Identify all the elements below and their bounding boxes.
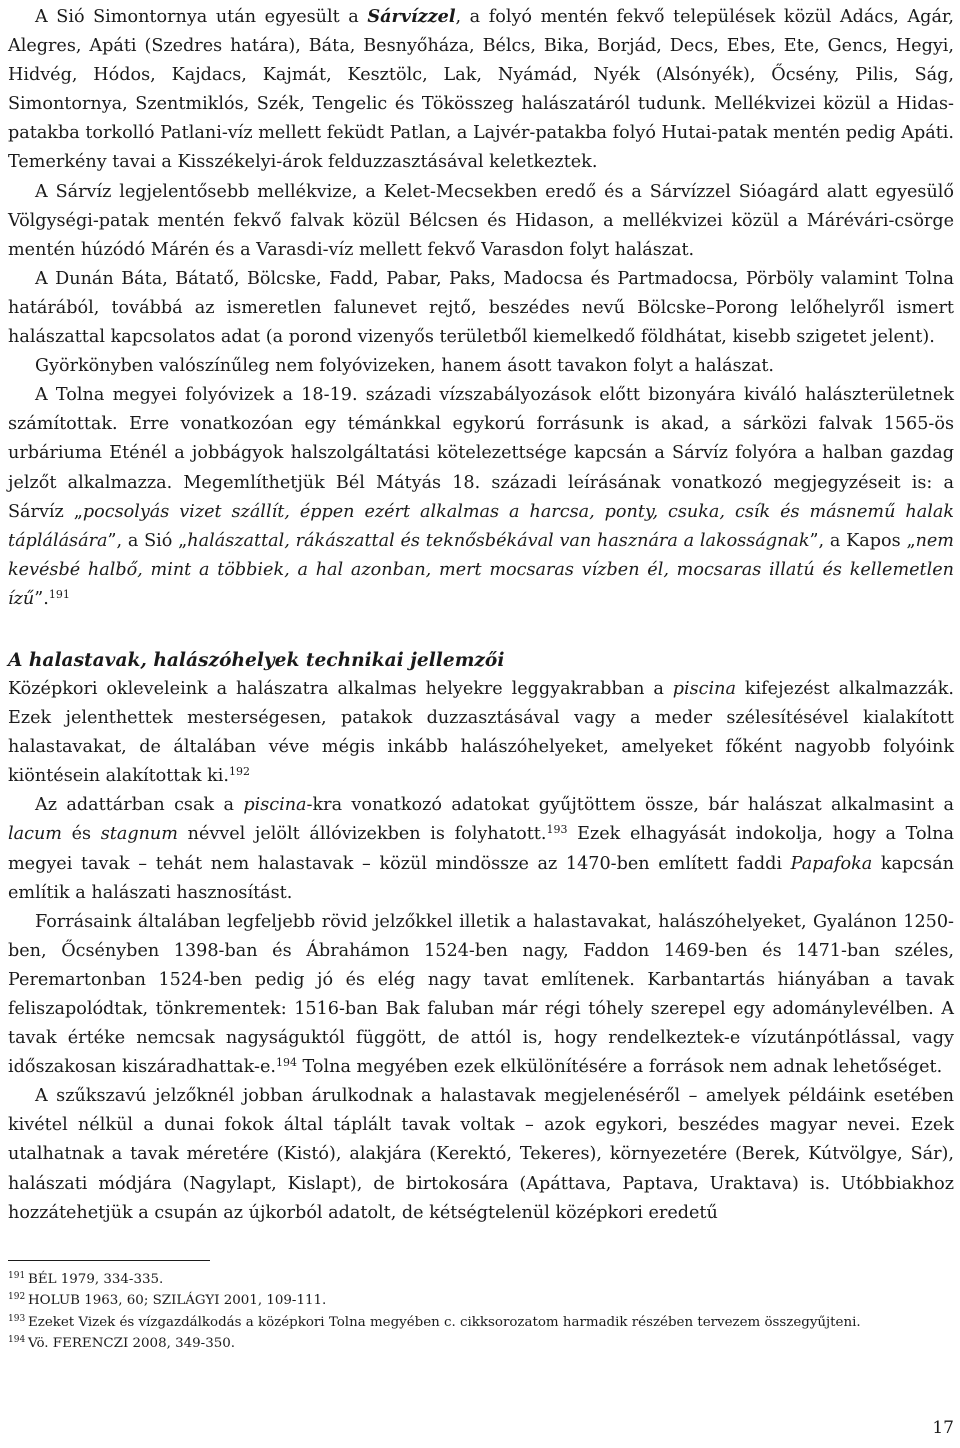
main-text-block-2 (8, 675, 954, 1228)
footnote-list (8, 1269, 954, 1354)
text-run: Középkori okleveleink a halászatra alkalmas helyekre leggyakrabban a (8, 678, 673, 699)
text-run: halászattal, rákászattal és teknősbékával van hasznára a lakosságnak (187, 530, 810, 551)
footnote-number: 191 (8, 1271, 26, 1281)
paragraph (8, 1082, 954, 1227)
text-run: Ezek elhagyását indokolja, hogy a Tolna megyei tavak – tehát nem halastavak – közül mindössze az 1470-ben említett faddi (8, 824, 954, 874)
footnote-ref: 193 (546, 823, 568, 837)
page-body (8, 2, 954, 1228)
footnote-divider (8, 1260, 210, 1261)
text-run: A Tolna megyei folyóvizek a 18-19. századi vízszabályozások előtt bizonyára kiváló halászterületnek számítottak. Erre vonatkozóan egy témánkkal egykorú forrásunk is akad, a sárközi falvak 1565-ös urbáriuma Eténél a jobbágyok halszolgáltatási kötelezettsége kapcsán a Sárvíz folyóra a halban gazdag jelzőt alkalmazza. Megemlíthetjük Bél Mátyás 18. századi leírásának vonatkozó megjegyzéseit is: a Sárvíz „ (8, 385, 954, 522)
footnote-text: HOLUB 1963, 60; SZILÁGYI 2001, 109-111. (28, 1293, 327, 1309)
text-run: Az adattárban csak a (35, 795, 244, 816)
text-run: és (61, 824, 101, 845)
footnote-ref: 194 (275, 1056, 297, 1070)
main-text-block-1 (8, 2, 954, 614)
page-number: 17 (932, 1418, 954, 1438)
text-run: A Sió Simontornya után egyesült a (35, 7, 368, 27)
footnote-ref: 192 (229, 765, 251, 779)
paragraph (8, 352, 954, 381)
footnote (8, 1269, 954, 1290)
text-run: Tolna megyében ezek elkülönítésére a források nem adnak lehetőséget. (296, 1057, 943, 1078)
text-run: -kra vonatkozó adatokat gyűjtöttem össze, bár halászat alkalmasint a (306, 795, 954, 816)
text-run: kapcsán említik a halászati hasznosítást. (8, 853, 954, 903)
text-run: Papafoka (790, 853, 873, 874)
text-run: piscina (243, 795, 307, 816)
text-run: névvel jelölt állóvizekben is folyhatott. (177, 824, 547, 845)
section-heading: A halastavak, halászóhelyek technikai jellemzői (8, 649, 505, 671)
paragraph (8, 381, 954, 614)
text-run: lacum (8, 824, 62, 845)
text-run: pocsolyás vizet szállít, éppen ezért alkalmas a harcsa, ponty, csuka, csík és másnemű halak táplálására (8, 501, 955, 551)
footnote-ref: 191 (48, 587, 70, 601)
text-run: stagnum (100, 824, 178, 845)
text-run: Györkönyben valószínűleg nem folyóvizeken, hanem ásott tavakon folyt a halászat. (35, 356, 775, 377)
footnote-text: Ezeket Vizek és vízgazdálkodás a középkori Tolna megyében c. cikksorozatom harmadik részében tervezem összegyűjteni. (28, 1314, 861, 1330)
text-run: piscina (672, 678, 736, 699)
text-run: Forrásaink általában legfeljebb rövid jelzőkkel illetik a halastavakat, halászóhelyeket, Gyalánon 1250-ben, Őcsényben 1398-ban és Ábrahámon 1524-ben nagy, Faddon 1469-ben és 1471-ban széles, Peremartonban 1524-ben pedig jó és elég nagy tavat említenek. Karbantartás hiányában a tavak feliszapolódtak, tönkrementek: 1516-ban Bak faluban már régi tóhely szerepel egy adománylevélben. A tavak értéke nemcsak nagyságuktól függött, de attól is, hogy rendelkeztek-e vízutánpótlással, vagy időszakosan kiszáradhattak-e. (8, 911, 954, 1078)
footnotes (8, 1260, 954, 1354)
text-run: ”, a Kapos „ (809, 530, 916, 551)
text-run: kifejezést alkalmazzák. Ezek jelenthettek mesterségesen, patakok duzzasztásával vagy a meder szélesítésével kialakított halastavakat, de általában véve mégis inkább halászóhelyeket, amelyeket főként nagyobb folyóink kiöntésein alakítottak ki. (8, 678, 954, 787)
paragraph (8, 178, 954, 265)
footnote (8, 1312, 954, 1333)
paragraph (8, 675, 954, 791)
text-run: , a folyó mentén fekvő települések közül Adács, Agár, Alegres, Apáti (Szedres határa), Báta, Besnyőháza, Bélcs, Bika, Borjád, Decs, Ebes, Ete, Gencs, Hegyi, Hidvég, Hódos, Kajdacs, Kajmát, Kesztölc, Lak, Nyámád, Nyék (Alsónyék), Őcsény, Pilis, Ság, Simontornya, Szentmiklós, Szék, Tengelic és Tökösszeg halászatáról tudunk. Mellékvizei közül a Hidas-patakba torkolló Patlani-víz mellett feküdt Patlan, a Lajvér-patakba folyó Hutai-patak mentén pedig Apáti. Temerkény tavai a Kisszékelyi-árok felduzzasztásával keletkeztek. (8, 7, 955, 173)
text-run: nem kevésbé halbő, mint a többiek, a hal azonban, mert mocsaras vízben él, mocsaras illatú és kellemetlen ízű (8, 530, 954, 609)
paragraph (8, 791, 954, 907)
footnote (8, 1290, 954, 1311)
paragraph (8, 265, 954, 352)
paragraph (8, 2, 954, 178)
footnote (8, 1333, 954, 1354)
footnote-text: Vö. FERENCZI 2008, 349-350. (28, 1335, 236, 1351)
text-run: ”. (34, 588, 49, 609)
text-run: A Sárvíz legjelentősebb mellékvize, a Kelet-Mecsekben eredő és a Sárvízzel Sióagárd alatt egyesülő Völgységi-patak mentén fekvő falvak közül Bélcsen és Hidason, a mellékvizei közül a Márévári-csörge mentén húzódó Márén és a Varasdi-víz mellett fekvő Varasdon folyt halászat. (8, 181, 954, 260)
text-run: A Dunán Báta, Bátatő, Bölcske, Fadd, Pabar, Paks, Madocsa és Partmadocsa, Pörböly valamint Tolna határából, továbbá az ismeretlen falunevet rejtő, beszédes nevű Bölcske–Porong lelőhelyről ismert halászattal kapcsolatos adat (a porond vizenyős területből kiemelkedő földhátat, kisebb szigetet jelent). (8, 268, 954, 348)
text-run: ”, a Sió „ (107, 530, 188, 551)
footnote-text: BÉL 1979, 334-335. (28, 1272, 164, 1287)
text-run: Sárvízzel (367, 6, 456, 27)
paragraph (8, 908, 954, 1083)
footnote-number: 193 (8, 1313, 26, 1324)
footnote-number: 194 (8, 1334, 26, 1345)
footnote-number: 192 (8, 1292, 26, 1303)
text-run: A szűkszavú jelzőknél jobban árulkodnak a halastavak megjelenéséről – amelyek példáink esetében kivétel nélkül a dunai fokok által táplált tavak voltak – azok egykori, beszédes magyar nevei. Ezek utalhatnak a tavak méretére (Kistó), alakjára (Kerektó, Tekeres), környezetére (Berek, Kútvölgye, Sár), halászati módjára (Nagylapt, Kislapt), de birtokosára (Apáttava, Paptava, Uraktava) is. Utóbbiakhoz hozzátehetjük a csupán az újkorból adatolt, de kétségtelenül középkori eredetű (8, 1086, 954, 1223)
